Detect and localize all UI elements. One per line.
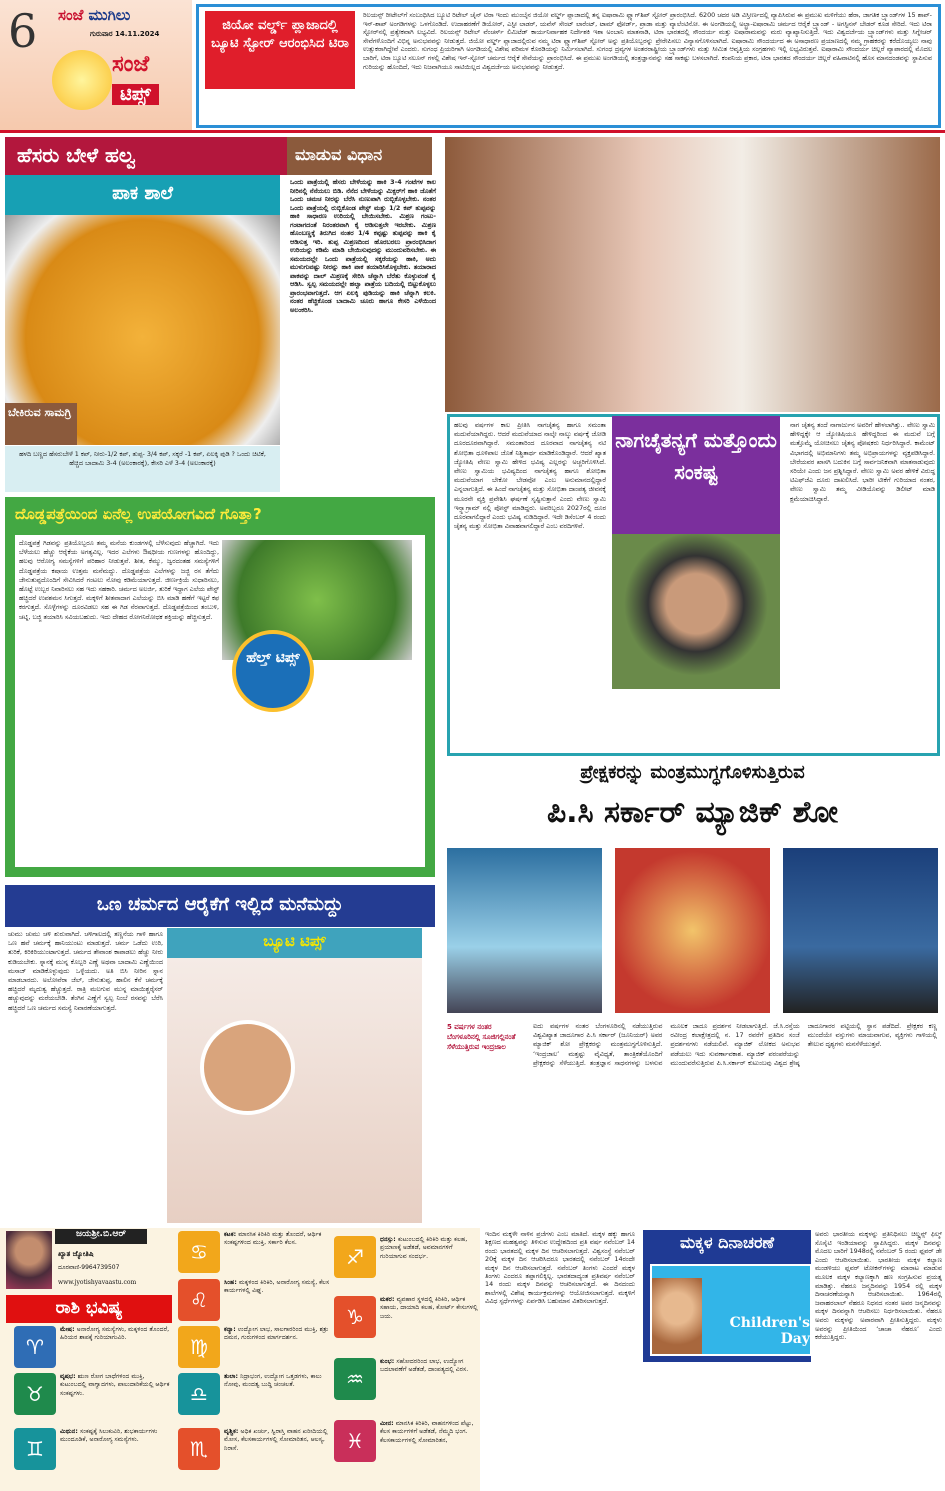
zodiac-sign [178, 1428, 330, 1474]
dry-skin-closeup [200, 1020, 295, 1115]
zodiac-prediction: ವ್ಯವಹಾರ ಸ್ಥಳದಲ್ಲಿ ಕಿರಿಕಿರಿ, ಆರ್ಥಿಕ ಸಹಾಯ, ದಾಯಾದಿ ಕಲಹ, ಕೋರ್ಟ್ ಕೇಸುಗಳಲ್ಲಿ ಜಯ. [380, 1296, 478, 1320]
astrologer-website[interactable]: www.jyotishyavaastu.com [58, 1279, 137, 1286]
zodiac-sign [14, 1428, 172, 1474]
childrens-day-title: ಮಕ್ಕಳ ದಿನಾಚರಣೆ [679, 1233, 775, 1252]
zodiac-name: ಮಕರ [380, 1296, 392, 1303]
beauty-tips-label: ಬ್ಯೂಟಿ ಟಿಪ್ಸ್ [263, 932, 326, 950]
zodiac-name: ಕಟಕ [224, 1231, 234, 1238]
zodiac-sign [178, 1373, 330, 1419]
zodiac-sign [178, 1231, 330, 1277]
skin-title: ಒಣ ಚರ್ಮದ ಆರೈಕೆಗೆ ಇಲ್ಲಿದೆ ಮನೆಮದ್ದು [5, 885, 435, 927]
actor-photo [612, 534, 780, 689]
astrologer-phone: ದೂರವಾಣಿ-9964739507 [58, 1264, 120, 1271]
zodiac-sign [334, 1296, 480, 1342]
skin-body: ಚುಮು ಚುಮು ಚಳಿ ಶುರುವಾಗಿದೆ. ಚಳಿಗಾಲದಲ್ಲಿ ತಣ್ಣನೆಯ ಗಾಳಿ ಹಾಗೂ ಒಣ ಹವೆ ಚರ್ಮಕ್ಕೆ ಹಾನಿಯುಂಟು ಮಾಡುತ್ತದೆ. ಚರ್ಮ ಒಡೆದು ಉರಿ, ತುರಿಕೆ, ಕಿರಿಕಿರಿಯುಂಟಾಗುತ್ತದೆ. ಚರ್ಮದ ತೇವಾಂಶ ಕಾಪಾಡಲು ಹೆಚ್ಚು ನೀರು ಕುಡಿಯಬೇಕು. ಸ್ನಾನಕ್ಕೆ ಮುನ್ನ ಕೊಬ್ಬರಿ ಎಣ್ಣೆ ಅಥವಾ ಬಾದಾಮಿ ಎಣ್ಣೆಯಿಂದ ಮಸಾಜ್ ಮಾಡಿಕೊಳ್ಳುವುದು ಒಳ್ಳೆಯದು. ಅತಿ ಬಿಸಿ ನೀರಿನ ಸ್ನಾನ ಮಾಡಬಾರದು. ಅಲೋವೆರಾ ಜೆಲ್, ಜೇನುತುಪ್ಪ, ಹಾಲಿನ ಕೆನೆ ಚರ್ಮಕ್ಕೆ ಹಚ್ಚಿದರೆ ಮೃದುತ್ವ ಹೆಚ್ಚುತ್ತದೆ. ರಾತ್ರಿ ಮಲಗುವ ಮುನ್ನ ಮಾಯಿಶ್ಚರೈಸರ್ ಹಚ್ಚುವುದನ್ನು ಮರೆಯಬೇಡಿ. ತೆಂಗಿನ ಎಣ್ಣೆಗೆ ಸ್ವಲ್ಪ ನಿಂಬೆ ರಸವನ್ನು ಬೆರೆಸಿ ಹಚ್ಚಿದರೆ ಒಣ ಚರ್ಮದ ಸಮಸ್ಯೆ ನಿವಾರಣೆಯಾಗುತ್ತದೆ. [8, 930, 163, 1012]
zodiac-icon: ♒ [334, 1358, 376, 1400]
zodiac-name: ತುಲಾ [224, 1373, 236, 1380]
zodiac-prediction: ಸಂಕಷ್ಟಕ್ಕೆ ಸಿಲುಕುವಿರಿ, ಶುಭಕಾರ್ಯಗಳು ಮುಂದೂಡಿಕೆ, ಅನಾರೋಗ್ಯ ಸಮಸ್ಯೆಗಳು. [60, 1428, 158, 1444]
top-article [196, 4, 941, 128]
magic-highlight: 5 ವರ್ಷಗಳ ನಂತರ ಬೆಂಗಳೂರಿನಲ್ಲಿ ಸೂಜಿಗಲ್ಲಿನಂತೆ ಸೆಳೆಯುತ್ತಿರುವ ಇಂದ್ರಜಾಲ [447, 1023, 516, 1051]
zodiac-name: ಕನ್ಯಾ [224, 1326, 234, 1333]
lightbulb-icon [52, 50, 112, 110]
ingredients-title: ಬೇಕಿರುವ ಸಾಮಗ್ರಿ [5, 403, 77, 445]
zodiac-prediction: ಋಣ ರೋಗ ಬಾಧೆಗಳಿಂದ ಮುಕ್ತಿ, ಕುಟುಂಬದಲ್ಲಿ ವಾಗ್ವಾದಗಳು, ಪಾಲುದಾರಿಕೆಯಲ್ಲಿ ಆರ್ಥಿಕ ಸಂಕಷ್ಟಗಳು. [60, 1373, 170, 1397]
zodiac-text: ಮೇಷ: ಅನಾರೋಗ್ಯ ಸಮಸ್ಯೆಗಳು, ಮಕ್ಕಳಿಂದ ತೊಂದರೆ, ಹಿರಿಯರ ಶಾಪಕ್ಕೆ ಗುರಿಯಾಗುವಿರಿ. [60, 1326, 170, 1342]
zodiac-sign [14, 1326, 172, 1372]
zodiac-text: ಮೀನ: ಮಾನಸಿಕ ಕಿರಿಕಿರಿ, ವಾಹನಗಳಿಂದ ಪೆಟ್ಟು, ಕೆಲಸ ಕಾರ್ಯಗಳಿಗೆ ಅಡೆತಡೆ, ನೆಮ್ಮದಿ ಭಂಗ. ಕೆಲಸಕಾರ್ಯಗಳಲ್ಲಿ ಸೋಮಾರಿತನ, [380, 1420, 474, 1444]
zodiac-name: ಮೇಷ [60, 1326, 73, 1333]
magic-photo-1 [447, 848, 602, 1013]
childrens-day-body-1: ಇಂದಿನ ಮಕ್ಕಳೇ ನಾಳಿನ ಪ್ರಜೆಗಳು ಎಂಬ ಮಾತಿದೆ. ಮಕ್ಕಳ ಹಕ್ಕು ಹಾಗೂ ಶಿಕ್ಷಣದ ಮಹತ್ವವನ್ನು ತಿಳಿಸುವ ಉದ್ದೇಶದಿಂದ ಪ್ರತಿ ವರ್ಷ ನವೆಂಬರ್ 14 ರಂದು ಭಾರತದಲ್ಲಿ ಮಕ್ಕಳ ದಿನ ಆಚರಿಸಲಾಗುತ್ತದೆ. ವಿಶ್ವಸಂಸ್ಥೆ ನವೆಂಬರ್ 20ಕ್ಕೆ ಮಕ್ಕಳ ದಿನ ಆಚರಿಸಿದರೂ ಭಾರತದಲ್ಲಿ ನವೆಂಬರ್ 14ರಂದೇ ಮಕ್ಕಳ ದಿನ ಆಚರಿಸಲಾಗುತ್ತದೆ. ನವೆಂಬರ್ ತಿಂಗಳು ಎಂದರೆ ಮಕ್ಕಳ ತಿಂಗಳು ಎಂದರೂ ತಪ್ಪಾಗಲಿಕ್ಕಿಲ್ಲ. ಭಾರತದಾದ್ಯಂತ ಪ್ರತಿವರ್ಷ ನವೆಂಬರ್ 14 ರಂದು ಮಕ್ಕಳ ದಿನವನ್ನು ಆಚರಿಸಲಾಗುತ್ತದೆ. ಈ ದಿನದಂದು ಶಾಲೆಗಳಲ್ಲಿ ವಿಶೇಷ ಕಾರ್ಯಕ್ರಮಗಳನ್ನು ಆಯೋಜಿಸಲಾಗುತ್ತದೆ. ಮಕ್ಕಳಿಗೆ ವಿವಿಧ ಸ್ಪರ್ಧೆಗಳನ್ನು ಏರ್ಪಡಿಸಿ ಬಹುಮಾನ ವಿತರಿಸಲಾಗುತ್ತದೆ. [485, 1230, 635, 1306]
zodiac-sign [178, 1279, 330, 1325]
zodiac-sign [14, 1373, 172, 1419]
magic-body: ಐದು ವರ್ಷಗಳ ನಂತರ ಬೆಂಗಳೂರಿನಲ್ಲಿ ನಡೆಯುತ್ತಿರುವ ವಿಶ್ವವಿಖ್ಯಾತ ಜಾದೂಗಾರ ಪಿ.ಸಿ ಸರ್ಕಾರ್ (ಜೂನಿಯರ್) ಅವರ ಮ್ಯಾಜಿಕ್ ಶೋ ಪ್ರೇಕ್ಷಕರನ್ನು ಮಂತ್ರಮುಗ್ಧಗೊಳಿಸುತ್ತಿದೆ. ‘ಇಂದ್ರಜಾಲ’ ಮತ್ತಷ್ಟು ವೈವಿಧ್ಯತೆ, ತಾಂತ್ರಿಕತೆಯೊಂದಿಗೆ ಪ್ರೇಕ್ಷಕರನ್ನು ಸೆಳೆಯುತ್ತಿದೆ. ತಂತ್ರಜ್ಞಾನ ಸಾಧನಗಳನ್ನು ಬಳಸುವ ಮೂಲಕ ಜಾದೂ ಪ್ರದರ್ಶನ ನೀಡಲಾಗುತ್ತಿದೆ. ಜೆ.ಸಿ.ರಸ್ತೆಯ ರವೀಂದ್ರ ಕಲಾಕ್ಷೇತ್ರದಲ್ಲಿ ನ. 17 ರವರೆಗೆ ಪ್ರತಿದಿನ ಸಂಜೆ ಪ್ರದರ್ಶನಗಳು ನಡೆಯಲಿವೆ. ಮ್ಯಾಜಿಕ್ ಲೋಕದ ಅನುಭವ ಪಡೆಯಲು ಇದು ಸುವರ್ಣಾವಕಾಶ. ಮ್ಯಾಜಿಕ್ ಪರಂಪರೆಯನ್ನು ಮುಂದುವರೆಸುತ್ತಿರುವ ಪಿ.ಸಿ.ಸರ್ಕಾರ್ ಕುಟುಂಬವು ವಿಶ್ವದ ಶ್ರೇಷ್ಠ ಜಾದೂಗಾರರ ಪಟ್ಟಿಯಲ್ಲಿ ಸ್ಥಾನ ಪಡೆದಿದೆ. ಪ್ರೇಕ್ಷಕರ ಕಣ್ಣ ಮುಂದೆಯೇ ವಸ್ತುಗಳು ಮಾಯವಾಗುವ, ವ್ಯಕ್ತಿಗಳು ಗಾಳಿಯಲ್ಲಿ ತೇಲುವ ದೃಶ್ಯಗಳು ಮನಸೆಳೆಯುತ್ತವೆ. [533, 1022, 937, 1067]
logo-part-b: ಮುಗಿಲು [88, 6, 131, 24]
zodiac-text: ವೃಷಭ: ಋಣ ರೋಗ ಬಾಧೆಗಳಿಂದ ಮುಕ್ತಿ, ಕುಟುಂಬದಲ್ಲಿ ವಾಗ್ವಾದಗಳು, ಪಾಲುದಾರಿಕೆಯಲ್ಲಿ ಆರ್ಥಿಕ ಸಂಕಷ್ಟಗಳು. [60, 1373, 170, 1397]
zodiac-name: ಸಿಂಹ [224, 1279, 235, 1286]
naga-body-left: ಹಲವು ವರ್ಷಗಳ ಕಾಲ ಪ್ರೀತಿಸಿ ನಾಗಚೈತನ್ಯ ಹಾಗೂ ಸಮಂತಾ ಮದುವೆಯಾಗಿದ್ದರು. ಆದರೆ ಮದುವೆಯಾದ ನಾಲ್ಕೇ ನಾಲ್ಕು ವರ್ಷಕ್ಕೆ ಜೋಡಿ ದೂರದೂರವಾಗಿದ್ದಾರೆ. ಸಮಂತಾರಿಂದ ದೂರವಾದ ನಾಗಚೈತನ್ಯ ನಟಿ ಶೋಭಿತಾ ಧೂಳಿಪಾಲ ಜೊತೆ ನಿಶ್ಚಿತಾರ್ಥ ಮಾಡಿಕೊಂಡಿದ್ದಾರೆ. ಆದರೆ ಖ್ಯಾತ ಜ್ಯೋತಿಷಿ ವೇಣು ಸ್ವಾಮಿ ಹೇಳಿದ ಭವಿಷ್ಯ ಎಲ್ಲರನ್ನು ಅಚ್ಚರಿಗೊಳಿಸಿದೆ. ವೇಣು ಸ್ವಾಮಿಯ ಭವಿಷ್ಯದಿಂದ ನಾಗಚೈತನ್ಯ ಹಾಗೂ ಶೋಭಿತಾ ಮದುವೆಯಾಗ ಬೇಕೋ ಬೇಡವೋ ಎಂಬ ಅನುಮಾನದಲ್ಲಿದ್ದಾರೆ ಎನ್ನಲಾಗುತ್ತಿದೆ. ಈ ಹಿಂದೆ ನಾಗಚೈತನ್ಯ ಮತ್ತು ಸೋಭಿತಾ ದಾಂಪತ್ಯ ಜೀವನಕ್ಕೆ ಮೂರನೇ ವ್ಯಕ್ತಿ ಪ್ರವೇಶಿಸಿ ಘರ್ಷಣೆ ಸೃಷ್ಟಿಸುತ್ತಾನೆ ಎಂದು ವೇಣು ಸ್ವಾಮಿ ಇನ್ಸ್ಟಾಗ್ರಾಮ್ ನಲ್ಲಿ ಪೋಸ್ಟ್ ಮಾಡಿದ್ದರು. ಅವರಿಬ್ಬರೂ 2027ರಲ್ಲಿ ದೂರ ದೂರವಾಗಲಿದ್ದಾರೆ ಎಂದು ಭವಿಷ್ಯ ನುಡಿದಿದ್ದಾರೆ. ಇದೇ ಡಿಸೆಂಬರ್ 4 ರಂದು ಚೈತನ್ಯ ಮತ್ತು ಸೋಭಿತಾ ವಿವಾಹವಾಗಲಿದ್ದಾರೆ ಎಂಬ ವರದಿಗಳಿವೆ. [454, 421, 606, 531]
zodiac-sign [334, 1358, 480, 1404]
zodiac-icon: ♑ [334, 1296, 376, 1338]
top-article-body: ರಿಲಯನ್ಸ್ ರೀಟೇಲ್‌ಗೆ ಸಂಬಂಧಿಸಿದ ಬ್ಯೂಟಿ ರಿಟೇಲ್ ಚೈನ್ ಟಿರಾ ಇಂದು ಮುಂಬೈನ ಜಿಯೋ ವರ್ಲ್ಡ್ ಪ್ಲಾಜಾದಲ್ಲಿ ತನ್ನ ಐಷಾರಾಮಿ ಫ್ಲ್ಯಾಗ್‌ಶಿಪ್ ಸ್ಟೋರ್ ಪ್ರಾರಂಭಿಸಿದೆ. 6200 ಚದರ ಅಡಿ ವಿಸ್ತೀರ್ಣದಲ್ಲಿ ವ್ಯಾಪಿಸಿರುವ ಈ ಪ್ರಮುಖ ಮಳಿಗೆಯು ಹೆರಾ, ಜಾಗತಿಕ ಬ್ರ್ಯಾಂಡ್‌ಗಳ 15 ಶಾಪ್-ಇನ್-ಶಾಪ್ ಅಂಗಡಿಗಳನ್ನು ಒಳಗೊಂಡಿದೆ. ಉದಾಹರಣೆಗೆ ಡಿಯೋರ್, ಎಸ್ಟೀ ಲಾಡರ್, ಯವೆಸ್ ಸೇಂಟ್ ಲಾರೆಂಟ್, ಟಾಮ್ ಫೋರ್ಡ್, ಪ್ರಾಡಾ ಮತ್ತು ವ್ಯಾಲೆಂಟಿನೋ. ಈ ಅಂಗಡಿಯಲ್ಲಿ ಅಲ್ಟ್ರಾ-ಐಷಾರಾಮಿ ಚರ್ಮದ ಆರೈಕೆ ಬ್ರ್ಯಾಂಡ್ - ಅಗಸ್ಟಿನಸ್ ಬೇಡರ್ ಕೂಡ ಸೇರಿದೆ. ಇದು ಟಿರಾ ಸ್ಟೋರ್‌ನಲ್ಲಿ ಪ್ರತ್ಯೇಕವಾಗಿ ಲಭ್ಯವಿದೆ. ರಿಲಯನ್ಸ್ ರಿಟೇಲ್ ವೆಂಚರ್ಸ್ ಲಿಮಿಟೆಡ್ ಕಾರ್ಯನಿರ್ವಾಹಕ ನಿರ್ದೇಶಕಿ ಇಶಾ ಅಂಬಾನಿ ಮಾತನಾಡಿ, ಟಿರಾ ಭಾರತದಲ್ಲಿ ಸೌಂದರ್ಯ ಮತ್ತು ಐಷಾರಾಮವನ್ನು ಮರು ವ್ಯಾಖ್ಯಾನಿಸುತ್ತಿದೆ. ಇದು ವಿಶ್ವದರ್ಜೆಯ ಬ್ರ್ಯಾಂಡ್‌ಗಳು ಮತ್ತು ಸಿಗ್ನೇಚರ್ ಸೇವೆಗಳೊಂದಿಗೆ ವಿಭಿನ್ನ ಅನುಭವವನ್ನು ನೀಡುತ್ತದೆ. ಜಿಯೋ ವರ್ಲ್ಡ್ ಪ್ಲಾಜಾದಲ್ಲಿರುವ ನಮ್ಮ ಟಿರಾ ಫ್ಲ್ಯಾಗ್‌ಶಿಪ್ ಸ್ಟೋರ್ ಅನ್ನು ಪ್ರತಿಯೊಬ್ಬರನ್ನು ಪ್ರೇರೇಪಿಸಲು ವಿನ್ಯಾಸಗೊಳಿಸಲಾಗಿದೆ. ಐಷಾರಾಮಿ ಸೌಂದರ್ಯದ ಈ ಅಸಾಧಾರಣ ಪ್ರಯಾಣದಲ್ಲಿ ನಮ್ಮ ಗ್ರಾಹಕರನ್ನು ಕರೆದೊಯ್ಯಲು ನಾವು ಉತ್ಸುಕರಾಗಿದ್ದೇವೆ ಎಂದರು. ಸುಗಂಧ ಪ್ರಿಯರಿಗಾಗಿ ಅಂಗಡಿಯಲ್ಲಿ ವಿಶೇಷ ಪರಿಮಳ ಕೊಠಡಿಯನ್ನು ನಿರ್ಮಿಸಲಾಗಿದೆ. ಸುಗಂಧ ದ್ರವ್ಯಗಳ ಅಂತರರಾಷ್ಟ್ರೀಯ ಬ್ರ್ಯಾಂಡ್‌ಗಳು ಮತ್ತು ಸೀಮಿತ ಆವೃತ್ತಿಯ ಸಂಗ್ರಹಗಳು ಇಲ್ಲಿ ಲಭ್ಯವಿರುತ್ತವೆ. ಐಷಾರಾಮಿ ಸೌಂದರ್ಯ ಚಿಲ್ಲರೆ ವ್ಯಾಪಾರದಲ್ಲಿ ಮೊದಲ ಬಾರಿಗೆ, ಟಿರಾ ಬ್ಯೂಟಿ ಸಲೂನ್ ಗಳಲ್ಲಿ ವಿಶೇಷ ಇನ್-ಸ್ಟೋರ್ ಚರ್ಮದ ಆರೈಕೆ ಸೇವೆಯನ್ನು ಪ್ರಾರಂಭಿಸಿದೆ. ಈ ಪ್ರಮುಖ ಅಂಗಡಿಯಲ್ಲಿ ತಂತ್ರಜ್ಞಾನವನ್ನು ಸಹ ಸಾಕಷ್ಟು ಬಳಸಲಾಗಿದೆ. ಕಂಪನಿಯ ಪ್ರಕಾರ, ಟಿರಾ ಭಾರತದ ಸೌಂದರ್ಯ ಚಿಲ್ಲರೆ ವಹಿವಾಟಿನಲ್ಲಿ ಹೊಸ ಮಾನದಂಡವನ್ನು ಸ್ಥಾಪಿಸುವ ಗುರಿಯನ್ನು ಹೊಂದಿದೆ, ಇದು ನಿಜವಾಗಿಯೂ ಸಾಟಿಯಿಲ್ಲದ ವಿಶ್ವದರ್ಜೆಯ ಅನುಭವವನ್ನು ನೀಡುತ್ತದೆ. [363, 11, 932, 71]
zodiac-icon: ♌ [178, 1279, 220, 1321]
zodiac-sign [334, 1420, 480, 1466]
magic-photo-3 [783, 848, 938, 1013]
zodiac-prediction: ಅನಾರೋಗ್ಯ ಸಮಸ್ಯೆಗಳು, ಮಕ್ಕಳಿಂದ ತೊಂದರೆ, ಹಿರಿಯರ ಶಾಪಕ್ಕೆ ಗುರಿಯಾಗುವಿರಿ. [60, 1326, 170, 1342]
zodiac-name: ಮೀನ [380, 1420, 392, 1427]
zodiac-text: ಕನ್ಯಾ: ಉದ್ಯೋಗ ಲಾಭ, ಸಾಲಗಾರರಿಂದ ಮುಕ್ತಿ, ಶತ್ರು ದಮನ, ಗುರುಗಳಿಂದ ಮಾರ್ಗದರ್ಶನ. [224, 1326, 329, 1342]
zodiac-prediction: ಮಾನಸಿಕ ಕಿರಿಕಿರಿ ಮತ್ತು ತೊಂದರೆ, ಆರ್ಥಿಕ ಸಂಕಷ್ಟಗಳಿಂದ ಮುಕ್ತಿ, ಸರ್ಕಾರಿ ಕೆಲಸ. [224, 1231, 322, 1247]
zodiac-text: ಮಕರ: ವ್ಯವಹಾರ ಸ್ಥಳದಲ್ಲಿ ಕಿರಿಕಿರಿ, ಆರ್ಥಿಕ ಸಹಾಯ, ದಾಯಾದಿ ಕಲಹ, ಕೋರ್ಟ್ ಕೇಸುಗಳಲ್ಲಿ ಜಯ. [380, 1296, 478, 1320]
recipe-title: ಹೆಸರು ಬೇಳೆ ಹಲ್ವ [5, 137, 287, 175]
zodiac-text: ವೃಶ್ಚಿಕ: ಅಧಿಕ ಖರ್ಚು, ಸ್ವಿರಾಸ್ತಿ ವಾಹನ ಖರೀದಿಯಲ್ಲಿ ಮೋಸ, ಕೆಲಸಕಾರ್ಯಗಳಲ್ಲಿ ಸೋಮಾರಿತನ, ಆಲಸ್ಯ, ನಿರಾಸೆ. [224, 1428, 328, 1452]
zodiac-sign [178, 1326, 330, 1372]
horoscope-title: ರಾಶಿ ಭವಿಷ್ಯ [6, 1295, 172, 1323]
zodiac-text: ಕುಂಭ: ಸಹೋದರರಿಂದ ಲಾಭ, ಉದ್ಯೋಗ ಬದಲಾವಣೆಗೆ ಅಡೆತಡೆ, ದಾಂಪತ್ಯದಲ್ಲಿ ವಿರಸ. [380, 1358, 469, 1374]
childrens-day-body-2: ಅವರು ಭಾರತೀಯ ಮಕ್ಕಳನ್ನು ಪ್ರತಿನಿಧಿಸಲು ಚಿಲ್ಡ್ರನ್ಸ್ ಫಿಲ್ಮ್ ಸೊಸೈಟಿ ಇಂಡಿಯಾವನ್ನು ಸ್ಥಾಪಿಸಿದ್ದರು. ಮಕ್ಕಳ ದಿನವನ್ನು ಮೊದಲ ಬಾರಿಗೆ 1948ರಲ್ಲಿ ನವೆಂಬರ್ 5 ರಂದು ಫ್ಲವರ್ ಡೇ ಎಂದು ಆಚರಿಸಲಾಯಿತು. ಭಾರತೀಯ ಮಕ್ಕಳ ಕಲ್ಯಾಣ ಮಂಡಳಿಯು ಫ್ಲವರ್ ಟೋಕನ್‌ಗಳನ್ನು ಮಾರಾಟ ಮಾಡುವ ಮೂಲಕ ಮಕ್ಕಳ ಕಲ್ಯಾಣಕ್ಕಾಗಿ ಹಣ ಸಂಗ್ರಹಿಸುವ ಪ್ರಯತ್ನ ಮಾಡಿತ್ತು. ನೆಹರೂ ಜನ್ಮದಿನವನ್ನು 1954 ರಲ್ಲಿ ಮಕ್ಕಳ ದಿನಾಚರಣೆಯನ್ನಾಗಿ ಆಚರಿಸಲಾಯಿತು. 1964ರಲ್ಲಿ ಜವಾಹರಲಾಲ್ ನೆಹರೂ ನಿಧನದ ನಂತರ ಅವರ ಜನ್ಮದಿನವನ್ನು ಮಕ್ಕಳ ದಿನವನ್ನಾಗಿ ಆಚರಿಸಲು ನಿರ್ಧರಿಸಲಾಯಿತು. ನೆಹರೂ ಅವರು ಮಕ್ಕಳನ್ನು ಅಪಾರವಾಗಿ ಪ್ರೀತಿಸುತ್ತಿದ್ದರು. ಮಕ್ಕಳು ಅವರನ್ನು ಪ್ರೀತಿಯಿಂದ ‘ಚಾಚಾ ನೆಹರೂ’ ಎಂದು ಕರೆಯುತ್ತಿದ್ದರು. [815, 1230, 942, 1342]
zodiac-icon: ♈ [14, 1326, 56, 1368]
zodiac-text: ಕಟಕ: ಮಾನಸಿಕ ಕಿರಿಕಿರಿ ಮತ್ತು ತೊಂದರೆ, ಆರ್ಥಿಕ ಸಂಕಷ್ಟಗಳಿಂದ ಮುಕ್ತಿ, ಸರ್ಕಾರಿ ಕೆಲಸ. [224, 1231, 322, 1247]
zodiac-text: ಸಿಂಹ: ಮಕ್ಕಳಿಂದ ಕಿರಿಕಿರಿ, ಅನಾರೋಗ್ಯ ಸಮಸ್ಯೆ, ಕೆಲಸ ಕಾರ್ಯಗಳಲ್ಲಿ ವಿಘ್ನ. [224, 1279, 330, 1295]
zodiac-prediction: ಮಕ್ಕಳಿಂದ ಕಿರಿಕಿರಿ, ಅನಾರೋಗ್ಯ ಸಮಸ್ಯೆ, ಕೆಲಸ ಕಾರ್ಯಗಳಲ್ಲಿ ವಿಘ್ನ. [224, 1279, 330, 1295]
zodiac-sign [334, 1236, 480, 1282]
top-article-title: ಜಿಯೋ ವರ್ಲ್ಡ್ ಪ್ಲಾಜಾದಲ್ಲಿ ಬ್ಯೂಟಿ ಸ್ಟೋರ್ ಆರಂಭಿಸಿದ ಟಿರಾ [205, 11, 355, 89]
method-title: ಮಾಡುವ ವಿಧಾನ [287, 137, 432, 175]
magic-article [447, 1022, 937, 1222]
section-title-b: ಟಿಪ್ಸ್ [112, 84, 159, 105]
naga-body-right: ನಾಗ ಚೈತನ್ಯ ತಂದೆ ನಾಗಾರ್ಜುನ ಅವರಿಗೆ ಹೇಳಲಾಗಿತ್ತು.. ವೇಣು ಸ್ವಾಮಿ ಹೇಳಿದ್ದಕ್ಕೇ ಆ ಜ್ಯೋತಿಷಿಯೂ ಹೇಳಿದ್ದರಿಂದ ಈ ಮದುವೆ ಬಗ್ಗೆ ಮತ್ತೊಮ್ಮೆ ಯೋಚಿಸಲು ಚೈತನ್ಯ ಪೋಷಕರು ನಿರ್ಧರಿಸಿದ್ದಾರೆ. ಕಾಮೆಂಟ್ ವಿಭಾಗದಲ್ಲಿ ಅಭಿಮಾನಿಗಳು ತಮ್ಮ ಅಭಿಪ್ರಾಯಗಳನ್ನು ವ್ಯಕ್ತಪಡಿಸಿದ್ದಾರೆ. ಬೇರೆಯವರ ಖಾಸಗಿ ಬದುಕಿನ ಬಗ್ಗೆ ಸಾರ್ವಜನಿಕವಾಗಿ ಮಾತನಾಡುವುದು ಸರಿಯೇ ಎಂದು ಜನ ಪ್ರಶ್ನಿಸಿದ್ದಾರೆ. ವೇಣು ಸ್ವಾಮಿ ಅವರ ಹೇಳಿಕೆ ವಿರುದ್ಧ ಟಿಎಫ್‌ಜೆಎ ದೂರು ದಾಖಲಿಸಿದೆ. ಭಾರೀ ಟೀಕೆಗೆ ಗುರಿಯಾದ ನಂತರ, ವೇಣು ಸ್ವಾಮಿ ತಮ್ಮ ವೀಡಿಯೊವನ್ನು ಡಿಲೀಟ್ ಮಾಡಿ ಕ್ಷಮೆಯಾಚಿಸಿದ್ದಾರೆ. [790, 421, 935, 503]
method-text: ಒಂದು ಪಾತ್ರೆಯಲ್ಲಿ ಹೆಸರು ಬೇಳೆಯನ್ನು ಹಾಕಿ 3-4 ಗಂಟೆಗಳ ಕಾಲ ನೀರಿನಲ್ಲಿ ನೆನೆಯಲು ಬಿಡಿ. ನೆನೆದ ಬೇಳೆಯನ್ನು ಮಿಕ್ಸರ್‌ಗೆ ಹಾಕಿ ಜೊತೆಗೆ ಒಂದು ಚಮಚ ನೀರನ್ನು ಬೆರೆಸಿ ನುಣುಪಾಗಿ ರುಬ್ಬಿಕೊಳ್ಳಬೇಕು. ನಂತರ ಒಂದು ಪಾತ್ರೆಯಲ್ಲಿ ರುಬ್ಬಿಕೊಂಡ ಪೇಸ್ಟ್ ಮತ್ತು 1/2 ಕಪ್ ತುಪ್ಪವನ್ನು ಹಾಕಿ ಸಾಧಾರಣ ಉರಿಯಲ್ಲಿ ಬೇಯಿಸಬೇಕು. ಮಿಶ್ರಣ ಗಂಟು-ಗಂಟಾಗದಂತೆ ನಿರಂತರವಾಗಿ ಕೈ ಆಡಿಸುತ್ತಲೇ ಇರಬೇಕು. ಮಿಶ್ರಣ ಹೊಂಬಣ್ಣಕ್ಕೆ ತಿರುಗಿದ ನಂತರ 1/4 ಕಪ್ಪಷ್ಟು ತುಪ್ಪವನ್ನು ಹಾಕಿ ಕೈ ಆಡಿಸುತ್ತ ಇರಿ. ತುಪ್ಪ ಮಿಶ್ರಣದಿಂದ ಹೊರಬರಲು ಪ್ರಾರಂಭಿಸಿದಾಗ ಉರಿಯನ್ನು ಕಡಿಮೆ ಮಾಡಿ ಬೇಯಿಸುವುದನ್ನು ಮುಂದುವರಿಸಬೇಕು. ಈ ಸಮಯದಲ್ಲೇ ಒಂದು ಪಾತ್ರೆಯಲ್ಲಿ ಸಕ್ಕರೆಯನ್ನು ಹಾಕಿ, ಅದು ಮುಳುಗುವಷ್ಟು ನೀರನ್ನು ಹಾಕಿ ಪಾಕ ತಯಾರಿಸಿಕೊಳ್ಳಬೇಕು. ತಯಾರಾದ ಪಾಕವನ್ನು ದಾಲ್ ಮಿಶ್ರಣಕ್ಕೆ ಸೇರಿಸಿ ಚೆನ್ನಾಗಿ ಬೆರೆತು ಕೊಳ್ಳುವಂತೆ ಕೈ ಆಡಿಸಿ. ಸ್ವಲ್ಪ ಸಮಯದಲ್ಲೇ ಹಲ್ವಾ ಪಾತ್ರೆಯ ಬದಿಯಲ್ಲಿ ಬಿಟ್ಟುಕೊಳ್ಳಲು ಪ್ರಾರಂಭವಾಗುತ್ತದೆ. ಆಗ ಏಲಕ್ಕಿ ಪುಡಿಯನ್ನು ಹಾಕಿ ಚೆನ್ನಾಗಿ ಕಲಕಿ. ನಂತರ ಹೆಚ್ಚಿಕೊಂಡ ಬಾದಾಮಿ ಚೂರು ಹಾಗೂ ಕೇಸರಿ ಎಳೆಯಿಂದ ಅಲಂಕರಿಸಿ. [290, 178, 436, 314]
section-title-a: ಸಂಜೆ [112, 52, 150, 77]
zodiac-icon: ♉ [14, 1373, 56, 1415]
astrologer-name: ಜಯಶ್ರೀ.ಬಿ.ಆರ್ [55, 1229, 147, 1244]
logo-part-a: ಸಂಜೆ [58, 6, 84, 24]
zodiac-icon: ♎ [178, 1373, 220, 1415]
magic-kicker: ಪ್ರೇಕ್ಷಕರನ್ನು ಮಂತ್ರಮುಗ್ಧಗೊಳಿಸುತ್ತಿರುವ [580, 762, 805, 783]
zodiac-prediction: ಸಹೋದರರಿಂದ ಲಾಭ, ಉದ್ಯೋಗ ಬದಲಾವಣೆಗೆ ಅಡೆತಡೆ, ದಾಂಪತ್ಯದಲ್ಲಿ ವಿರಸ. [380, 1358, 469, 1374]
magic-photo-2 [615, 848, 770, 1013]
zodiac-icon: ♋ [178, 1231, 220, 1273]
divider [0, 130, 945, 133]
zodiac-text: ಧನಸ್ಸು: ಕುಟುಂಬದಲ್ಲಿ ಕಿರಿಕಿರಿ ಮತ್ತು ಕಲಹ, ಪ್ರಯಾಣಕ್ಕೆ ಅಡೆತಡೆ, ಅವಮಾನಗಳಿಗೆ ಗುರಿಯಾಗುವ ಸಂದರ್ಭ. [380, 1236, 468, 1260]
naga-title: ನಾಗಚೈತನ್ಯಗೆ ಮತ್ತೊಂದು ಸಂಕಷ್ಟ [612, 416, 780, 534]
newspaper-logo [58, 6, 130, 24]
zodiac-text: ತುಲಾ: ನಿದ್ರಾಭಂಗ, ಉದ್ಯೋಗ ಒತ್ತಡಗಳು, ಕಾಲು ನೋವು, ಮಂದತ್ವ ಬುದ್ಧಿ ಚಂಚಲತೆ. [224, 1373, 322, 1389]
section-label: ಪಾಕ ಶಾಲೆ [5, 175, 280, 215]
zodiac-prediction: ಉದ್ಯೋಗ ಲಾಭ, ಸಾಲಗಾರರಿಂದ ಮುಕ್ತಿ, ಶತ್ರು ದಮನ, ಗುರುಗಳಿಂದ ಮಾರ್ಗದರ್ಶನ. [224, 1326, 329, 1342]
zodiac-name: ಕುಂಭ [380, 1358, 392, 1365]
childrens-day-image-label: Children's Day [729, 1315, 810, 1347]
zodiac-name: ಧನಸ್ಸು [380, 1236, 394, 1243]
zodiac-prediction: ಅಧಿಕ ಖರ್ಚು, ಸ್ವಿರಾಸ್ತಿ ವಾಹನ ಖರೀದಿಯಲ್ಲಿ ಮೋಸ, ಕೆಲಸಕಾರ್ಯಗಳಲ್ಲಿ ಸೋಮಾರಿತನ, ಆಲಸ್ಯ, ನಿರಾಸೆ. [224, 1428, 328, 1452]
zodiac-icon: ♊ [14, 1428, 56, 1470]
issue-date: ಗುರುವಾರ 14.11.2024 [90, 30, 160, 38]
astrologer-photo [6, 1231, 52, 1289]
zodiac-icon: ♓ [334, 1420, 376, 1462]
couple-photo [445, 137, 940, 412]
nehru-portrait [652, 1278, 702, 1354]
zodiac-icon: ♐ [334, 1236, 376, 1278]
health-tips-badge: ಹೆಲ್ತ್ ಟಿಪ್ಸ್ [232, 630, 314, 712]
zodiac-name: ವೃಶ್ಚಿಕ [224, 1428, 236, 1435]
health-body: ದೊಡ್ಡಪತ್ರೆ ಗಿಡವನ್ನು ಪ್ರತಿಯೊಬ್ಬರೂ ತಮ್ಮ ಮನೆಯ ಕುಂಡಗಳಲ್ಲಿ ಬೆಳೆಸುವುದು ಹೆಚ್ಚಾಗಿದೆ. ಇದು ಬೆಳೆಯಲು ಹೆಚ್ಚು ಆರೈಕೆಯ ಅಗತ್ಯವಿಲ್ಲ. ಇದರ ಎಲೆಗಳು ಔಷಧೀಯ ಗುಣಗಳನ್ನು ಹೊಂದಿದ್ದು, ಹಲವು ಆರೋಗ್ಯ ಸಮಸ್ಯೆಗಳಿಗೆ ಪರಿಹಾರ ನೀಡುತ್ತವೆ. ಶೀತ, ಕೆಮ್ಮು, ಜ್ವರದಂತಹ ಸಮಸ್ಯೆಗಳಿಗೆ ದೊಡ್ಡಪತ್ರೆಯ ಕಷಾಯ ಉತ್ತಮ ಮನೆಮದ್ದು. ದೊಡ್ಡಪತ್ರೆಯ ಎಲೆಗಳನ್ನು ಜಜ್ಜಿ ರಸ ತೆಗೆದು ಜೇನುತುಪ್ಪದೊಂದಿಗೆ ಸೇವಿಸಿದರೆ ಗಂಟಲು ನೋವು ಕಡಿಮೆಯಾಗುತ್ತದೆ. ಜೀರ್ಣಕ್ರಿಯೆ ಸುಧಾರಿಸಲು, ಹೊಟ್ಟೆ ಉಬ್ಬರ ನಿವಾರಿಸಲು ಸಹ ಇದು ಸಹಕಾರಿ. ಚರ್ಮದ ಅಲರ್ಜಿ, ತುರಿಕೆ ಇದ್ದಾಗ ಎಲೆಯ ಪೇಸ್ಟ್ ಹಚ್ಚಿದರೆ ಉಪಶಮನ ಸಿಗುತ್ತದೆ. ಮಕ್ಕಳಿಗೆ ಶೀತವಾದಾಗ ಎಲೆಯನ್ನು ಬಿಸಿ ಮಾಡಿ ಹಣೆಗೆ ಇಟ್ಟರೆ ಕಫ ಕರಗುತ್ತದೆ. ಸೊಳ್ಳೆಗಳನ್ನು ದೂರವಿಡಲು ಸಹ ಈ ಗಿಡ ನೆರವಾಗುತ್ತದೆ. ದೊಡ್ಡಪತ್ರೆಯಿಂದ ತಂಬುಳಿ, ಚಟ್ನಿ, ಬಜ್ಜಿ ತಯಾರಿಸಿ ಸವಿಯಬಹುದು. ಇದು ದೇಹದ ರೋಗನಿರೋಧಕ ಶಕ್ತಿಯನ್ನು ಹೆಚ್ಚಿಸುತ್ತದೆ. [19, 539, 219, 621]
zodiac-prediction: ಕುಟುಂಬದಲ್ಲಿ ಕಿರಿಕಿರಿ ಮತ್ತು ಕಲಹ, ಪ್ರಯಾಣಕ್ಕೆ ಅಡೆತಡೆ, ಅವಮಾನಗಳಿಗೆ ಗುರಿಯಾಗುವ ಸಂದರ್ಭ. [380, 1236, 468, 1260]
zodiac-prediction: ಮಾನಸಿಕ ಕಿರಿಕಿರಿ, ವಾಹನಗಳಿಂದ ಪೆಟ್ಟು, ಕೆಲಸ ಕಾರ್ಯಗಳಿಗೆ ಅಡೆತಡೆ, ನೆಮ್ಮದಿ ಭಂಗ. ಕೆಲಸಕಾರ್ಯಗಳಲ್ಲಿ ಸೋಮಾರಿತನ, [380, 1420, 474, 1444]
zodiac-text: ಮಿಥುನ: ಸಂಕಷ್ಟಕ್ಕೆ ಸಿಲುಕುವಿರಿ, ಶುಭಕಾರ್ಯಗಳು ಮುಂದೂಡಿಕೆ, ಅನಾರೋಗ್ಯ ಸಮಸ್ಯೆಗಳು. [60, 1428, 158, 1444]
zodiac-name: ಮಿಥುನ [60, 1428, 76, 1435]
health-title: ದೊಡ್ಡಪತ್ರೆಯಿಂದ ಏನೆಲ್ಲ ಉಪಯೋಗವಿದೆ ಗೊತ್ತಾ? [15, 505, 262, 523]
zodiac-prediction: ನಿದ್ರಾಭಂಗ, ಉದ್ಯೋಗ ಒತ್ತಡಗಳು, ಕಾಲು ನೋವು, ಮಂದತ್ವ ಬುದ್ಧಿ ಚಂಚಲತೆ. [224, 1373, 322, 1389]
magic-title: ಪಿ.ಸಿ ಸರ್ಕಾರ್ ಮ್ಯಾಜಿಕ್ ಶೋ [546, 795, 839, 830]
zodiac-icon: ♍ [178, 1326, 220, 1368]
zodiac-icon: ♏ [178, 1428, 220, 1470]
astrologer-role: ಖ್ಯಾತ ಜ್ಯೋತಿಷಿ [58, 1250, 94, 1258]
page-number: 6 [8, 4, 38, 58]
ingredients-text: ಹಳದಿ ಬಣ್ಣದ ಹೆಸರುಬೇಳೆ 1 ಕಪ್, ನೀರು-1/2 ಕಪ್, ತುಪ್ಪ- 3/4 ಕಪ್, ಸಕ್ಕರೆ -1 ಕಪ್, ಏಲಕ್ಕಿ ಪುಡಿ ? ಒಂದು ಚಿಟಿಕೆ, ಹೆಚ್ಚಿದ ಬಾದಾಮಿ 3-4 (ಅಲಂಕಾರಕ್ಕೆ), ಕೇಸರಿ ಎಳೆ 3-4 (ಅಲಂಕಾರಕ್ಕೆ) [5, 446, 280, 492]
zodiac-name: ವೃಷಭ [60, 1373, 74, 1380]
